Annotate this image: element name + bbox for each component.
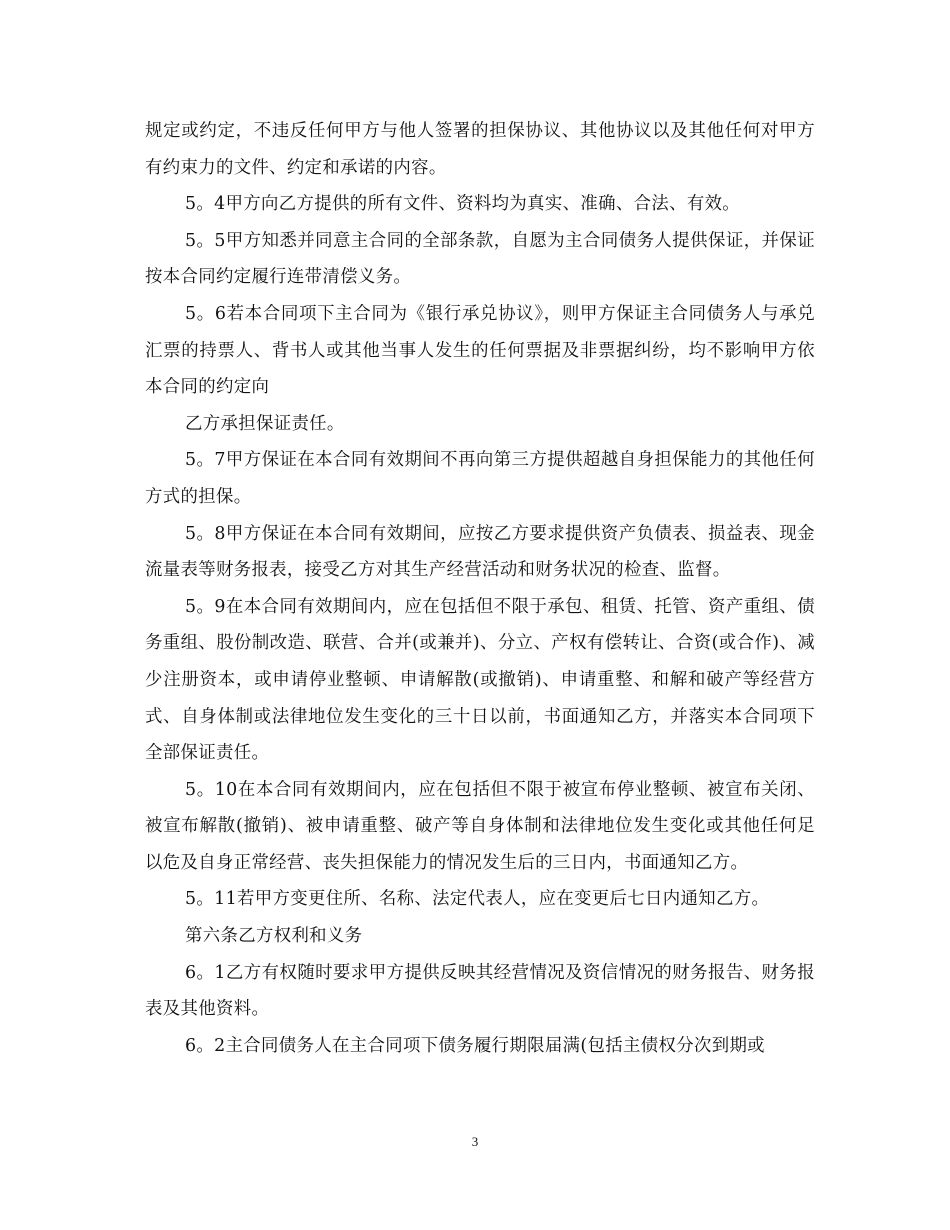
document-body — [145, 113, 815, 1064]
paragraph-6-2: 6。2主合同债务人在主合同项下债务履行期限届满(包括主债权分次到期或 — [185, 1035, 765, 1056]
page-number: 3 — [471, 1134, 479, 1149]
paragraph-5-4: 5。4甲方向乙方提供的所有文件、资料均为真实、准确、合法、有效。 — [185, 194, 741, 215]
paragraph-5-11: 5。11若甲方变更住所、名称、法定代表人，应在变更后七日内通知乙方。 — [185, 889, 770, 910]
paragraph-continuation: 规定或约定，不违反任何甲方与他人签署的担保协议、其他协议以及其他任何对甲方有约束力的文件、约定和承诺的内容。 — [145, 121, 815, 178]
paragraph-5-10: 5。10在本合同有效期间内，应在包括但不限于被宣布停业整顿、被宣布关闭、被宣布解散(撤销)、被申请重整、破产等自身体制和法律地位发生变化或其他任何足以危及自身正常经营、丧失担保能力的情况发生后的三日内，书面通知乙方。 — [145, 779, 815, 873]
section-heading-article-6: 第六条乙方权利和义务 — [185, 926, 363, 947]
paragraph-5-6: 5。6若本合同项下主合同为《银行承兑协议》，则甲方保证主合同债务人与承兑汇票的持票人、背书人或其他当事人发生的任何票据及非票据纠纷，均不影响甲方依本合同的约定向 — [145, 303, 815, 398]
paragraph-5-6-cont: 乙方承担保证责任。 — [185, 413, 345, 434]
paragraph-5-5: 5。5甲方知悉并同意主合同的全部条款，自愿为主合同债务人提供保证，并保证按本合同约定履行连带清偿义务。 — [145, 230, 815, 288]
paragraph-5-9: 5。9在本合同有效期间内，应在包括但不限于承包、租赁、托管、资产重组、债务重组、股份制改造、联营、合并(或兼并)、分立、产权有偿转让、合资(或合作)、减少注册资本，或申请停业整顿、申请解散(或撤销)、申请重整、和解和破产等经营方式、自身体制或法律地位发生变化的三十日以前，书面通知乙方，并落实本合同项下全部保证责任。 — [145, 596, 815, 764]
paragraph-5-7: 5。7甲方保证在本合同有效期间不再向第三方提供超越自身担保能力的其他任何方式的担保。 — [145, 450, 815, 507]
paragraph-6-1: 6。1乙方有权随时要求甲方提供反映其经营情况及资信情况的财务报告、财务报表及其他资料。 — [145, 962, 815, 1020]
paragraph-5-8: 5。8甲方保证在本合同有效期间，应按乙方要求提供资产负债表、损益表、现金流量表等财务报表，接受乙方对其生产经营活动和财务状况的检查、监督。 — [145, 523, 815, 581]
